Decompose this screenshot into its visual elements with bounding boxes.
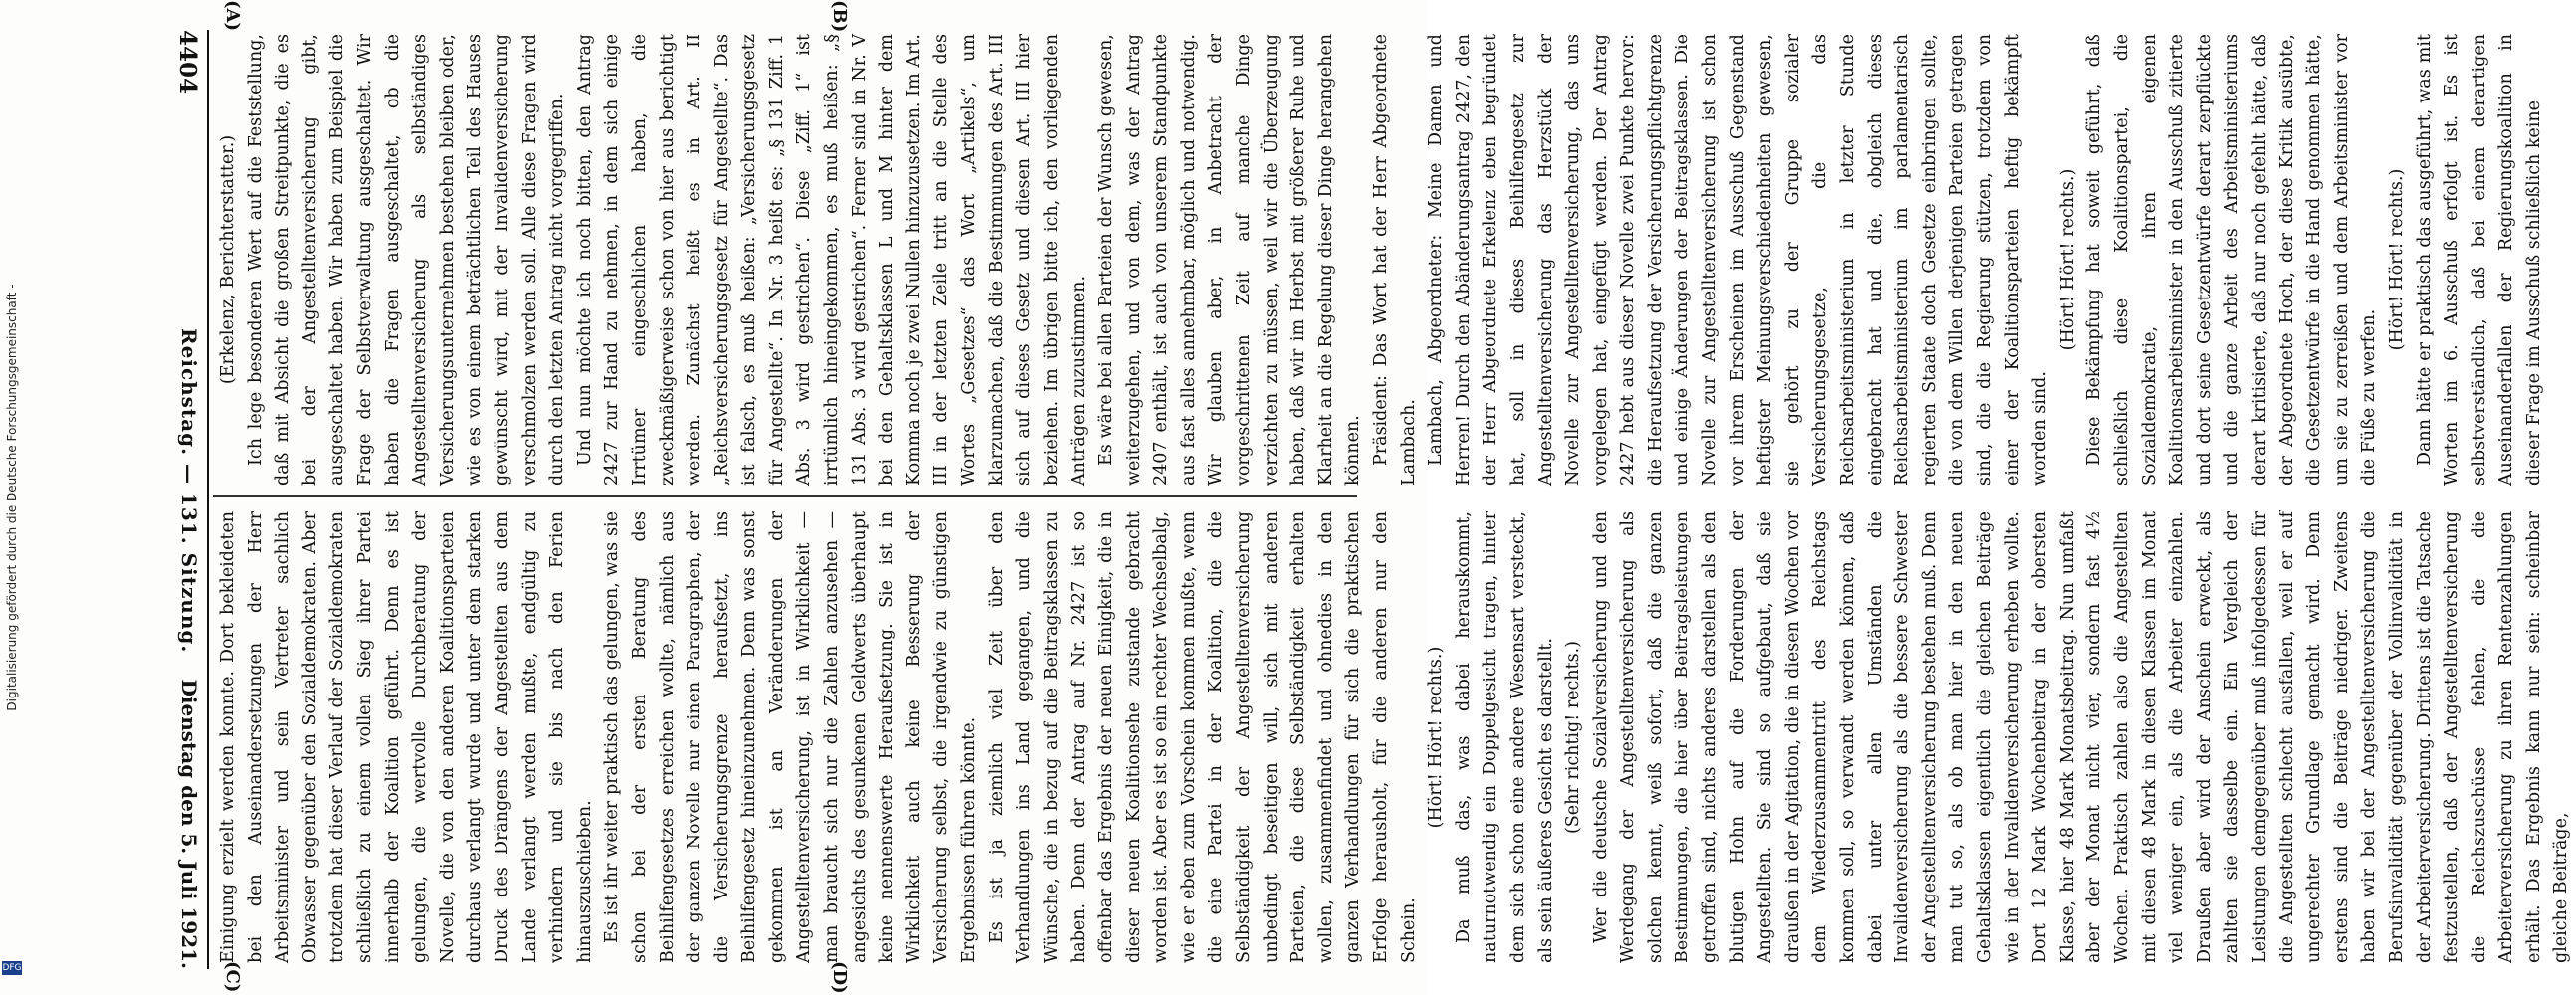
paragraph: Und nun möchte ich noch bitten, den Antrag 2427 zur Hand zu nehmen, in dem sich einige Irrtümer eingeschlichen haben, die zweckmäßigerweise schon von hier aus berichtigt werden. Zunächst heißt es in Art. II „Reichsversicherungsgesetz für Angestellte“. Das ist falsch, es muß heißen: „Versicherungsgesetz für Angestellte“. In Nr. 3 heißt es: „§ 131 Ziff. 1 Abs. 3 wird gestrichen“. Diese „Ziff. 1“ ist irrtümlich hineingekommen, es muß heißen: „§ 131 Abs. 3 wird gestrichen“. Ferner sind in Nr. V bei den Gehaltsklassen L und M hinter dem Komma noch je zwei Nullen hinzuzusetzen. Im Art. III in der letzten Zeile tritt an die Stelle des Wortes „Gesetzes“ das Wort „Artikels“, um klarzumachen, daß die Bestimmungen des Art. III sich auf dieses Gesetz und diesen Art. III hier beziehen. Im übrigen bitte ich, den vorliegenden Anträgen zuzustimmen. <box>574 34 1090 486</box>
paragraph: Wer die deutsche Sozialversicherung und den Werdegang der Angestelltenversicherung als solchen kennt, weiß sofort, daß die ganzen Bestimmungen, die hier über Beitragsleistungen getroffen sind, nichts anderes darstellen als den blutigen Hohn auf die Forderungen der Angestellten. Sie sind so aufgebaut, daß sie draußen in der Agitation, die in diesen Wochen vor dem Wiederzusammentritt des Reichstags kommen soll, so verwandt werden können, daß dabei unter allen Umständen die Invalidenversicherung als die bessere Schwester der Angestelltenversicherung bestehen muß. Denn man tut so, als ob man hier in den neuen Gehaltsklassen eigentlich die gleichen Beiträge wie in der Invalidenversicherung erheben wollte. Dort 12 Mark Wochenbeitrag in der obersten Klasse, hier 48 Mark Monatsbeitrag. Nun umfaßt aber der Monat nicht vier, sondern fast 4½ Wochen. Praktisch zahlen also die Angestellten mit diesen 48 Mark in diesen Klassen im Monat viel weniger ein, als die Arbeiter einzahlen. Draußen aber wird der Anschein erweckt, als zahlten sie dasselbe ein. Ein Vergleich der Leistungen demgegenüber muß infolgedessen für die Angestellten schlecht ausfallen, weil er auf ungerechter Grundlage gemacht wird. Denn erstens sind die Beiträge niedriger. Zweitens haben wir bei der Angestelltenversicherung die Berufsinvalidität gegenüber der Vollinvalidität in der Arbeiterversicherung. Drittens ist die Tatsache festzustellen, daß der Angestelltenversicherung die Reichszuschüsse fehlen, die die Arbeiterversicherung zu ihren Rentenzahlungen erhält. Das Ergebnis kann nur sein: scheinbar gleiche Beiträge, <box>1590 511 2572 963</box>
left-column <box>215 34 2544 486</box>
dfg-logo: DFG <box>2 963 22 973</box>
paragraph: Es wäre bei allen Parteien der Wunsch gewesen, weiterzugehen, und von dem, was der Antrag 2407 enthält, ist auch von unserem Standpunkte aus fast alles annehmbar, möglich und notwendig. Wir glauben aber, in Anbetracht der vorgeschrittenen Zeit auf manche Dinge verzichten zu müssen, weil wir die Überzeugung haben, daß wir im Herbst mit größerer Ruhe und Klarheit an die Regelung dieser Dinge herangehen können. <box>1096 34 1364 486</box>
paragraph: Diese Bekämpfung hat soweit geführt, daß schließlich diese Koalitionspartei, die Sozialdemokratie, ihren eigenen Koalitionsarbeitsminister in den Ausschuß zitierte und dort seine Gesetzentwürfe derart zerpflückte und die ganze Arbeit des Arbeitsministeriums derart kritisierte, daß nur noch gefehlt hätte, daß der Abgeordnete Hoch, der diese Kritik ausübte, die Gesetzentwürfe in die Hand genommen hätte, um sie zu zerreißen und dem Arbeitsminister vor die Füße zu werfen. <box>2084 34 2380 486</box>
paragraph: Ich lege besonderen Wert auf die Feststellung, daß mit Absicht die großen Streitpunkte, die es bei der Angestelltenversicherung gibt, ausgeschaltet haben. Wir haben zum Beispiel die Frage der Selbstverwaltung ausgeschaltet. Wir haben die Fragen ausgeschaltet, ob die Angestelltenversicherung als selbständiges Versicherungsunternehmen bestehen bleiben oder, wie es von einem beträchtlichen Teil des Hauses gewünscht wird, mit der Invalidenversicherung verschmolzen werden soll. Alle diese Fragen wird durch den letzten Antrag nicht vorgegriffen. <box>245 34 568 486</box>
interjection: (Hört! Hört! rechts.) <box>2386 168 2407 351</box>
page-title: Reichstag. — 131. Sitzung. <box>177 328 201 654</box>
margin-marker-b: (B) <box>829 0 850 33</box>
margin-marker-d: (D) <box>829 961 850 994</box>
paragraph: Es ist ihr weiter praktisch das gelungen, was sie schon bei der ersten Beratung des Beihilfengesetzes erreichen wollte, nämlich aus der ganzen Novelle nur einen Paragraphen, der die Versicherungsgrenze heraufsetzt, ins Beihilfengesetz hineinzunehmen. Denn was sonst gekommen ist an Veränderungen der Angestelltenversicherung, ist in Wirklichkeit — man braucht sich nur die Zahlen anzusehen — angesichts des gesunkenen Geldwerts überhaupt keine nennenswerte Heraufsetzung. Sie ist in Wirklichkeit auch keine Besserung der Versicherung selbst, die irgendwie zu günstigen Ergebnissen führen könnte. <box>602 511 980 963</box>
rotated-page-content <box>99 0 2572 995</box>
right-column <box>215 511 2572 963</box>
paragraph: Es ist ja ziemlich viel Zeit über den Verhandlungen ins Land gegangen, und die Wünsche, die in bezug auf die Beitragsklassen zu haben. Denn der Antrag auf Nr. 2427 ist so offenbar das Ergebnis der neuen Einigkeit, die in dieser neuen Koalitionsehe zustande gebracht worden ist. Aber es ist so ein rechter Wechselbalg, wie er eben zum Vorschein kommen mußte, wenn die eine Partei in der Koalition, die die Selbständigkeit der Angestelltenversicherung unbedingt beseitigen will, sich mit anderen Parteien, die diese Selbständigkeit erhalten wollen, zusammenfindet und ohnedies in den ganzen Verhandlungen für sich die praktischen Erfolge herausholt, für die anderen nur den Schein. <box>986 511 1419 963</box>
paragraph: Lambach, Abgeordneter: Meine Damen und Herren! Durch den Abänderungsantrag 2427, den der Herr Abgeordnete Erkelenz eben begründet hat, soll in dieses Beihilfengesetz zur Angestelltenversicherung das Herzstück der Novelle zur Angestelltenversicherung, das uns vorgelegen hat, eingefügt werden. Der Antrag 2427 hebt aus dieser Novelle zwei Punkte hervor: die Heraufsetzung der Versicherungspflichtgrenze und einige Änderungen der Beitragsklassen. Die Novelle zur Angestelltenversicherung ist schon vor ihrem Erscheinen im Ausschuß Gegenstand heftigster Meinungsverschiedenheiten gewesen, sie gehört zu der Gruppe sozialer Versicherungsgesetze, die das Reichsarbeitsministerium in letzter Stunde eingebracht hat und die, obgleich dieses Reichsarbeitsministerium im parlamentarisch regierten Staate doch Gesetze einbringen sollte, die von dem Willen derjenigen Parteien getragen sind, die die Regierung stützen, trotzdem von einer der Koalitionsparteien heftig bekämpft worden sind. <box>1426 34 2051 486</box>
margin-marker-c: (C) <box>222 961 243 993</box>
paragraph: Einigung erzielt werden konnte. Dort bekleideten bei den Auseinandersetzungen der Herr Arbeitsminister und sein Vertreter sachlich Obwasser gegenüber den Sozialdemokraten. Aber trotzdem hat dieser Verlauf der Sozialdemokraten schließlich zu einem vollen Sieg ihrer Partei innerhalb der Koalition geführt. Denn es ist gelungen, die wertvolle Durchberatung der Novelle, die von den anderen Koalitionsparteien durchaus verlangt wurde und unter dem starken Druck des Drängens der Angestellten aus dem Lande verlangt werden mußte, endgültig zu verhindern und sie bis nach den Ferien hinauszuschieben. <box>218 511 595 963</box>
paragraph: Da muß das, was dabei herauskommt, naturnotwendig ein Doppelgesicht tragen, hinter dem sich schon eine andere Wesensart versteckt, als sein äußeres Gesicht es darstellt. <box>1453 511 1556 963</box>
column-divider <box>213 495 1357 497</box>
speaker-note: (Erkelenz, Berichterstatter.) <box>218 134 238 385</box>
digitization-footer <box>2 0 22 995</box>
page-date: Dienstag den 5. Juli 1921. <box>177 679 201 969</box>
interjection: (Sehr richtig! rechts.) <box>1563 640 1584 835</box>
interjection: (Hört! Hört! rechts.) <box>1426 646 1447 829</box>
page-number: 4404 <box>174 30 201 95</box>
header-rule <box>207 30 209 969</box>
footer-text: Digitalisierung gefördert durch die Deutsche Forschungsgemeinschaft - <box>5 284 19 711</box>
paragraph: Präsident: Das Wort hat der Herr Abgeordnete Lambach. <box>1370 34 1419 486</box>
interjection: (Hört! Hört! rechts.) <box>2057 168 2078 351</box>
paragraph: Dann hätte er praktisch das ausgeführt, was mit Worten im 6. Ausschuß erfolgt ist. Es ist selbstverständlich, daß bei einem derartigen Auseinanderfallen der Regierungskoalition in dieser Frage im Ausschuß schließlich keine <box>2414 34 2544 486</box>
running-header <box>171 30 205 969</box>
margin-marker-a: (A) <box>222 0 243 31</box>
